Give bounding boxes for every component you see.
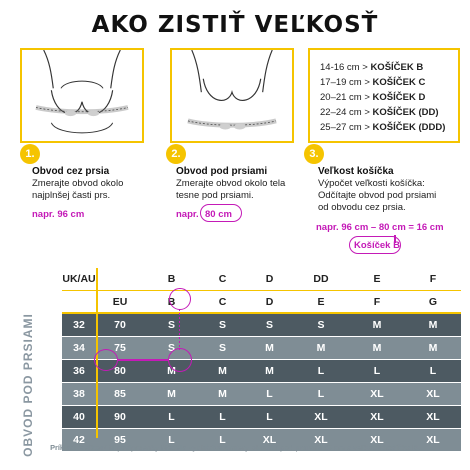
table-header-cell: F [373,296,381,308]
side-axis-label: OBVOD POD PRSIAMI [21,313,35,457]
step-1-title: Obvod cez prsia [32,166,110,177]
table-header-cell: G [428,296,438,308]
table-cell: M [218,365,227,377]
table-cell: M [428,319,438,331]
table-cell: L [266,411,273,423]
cup-guide-line: 22–24 cm > KOŠÍČEK (DD) [320,107,439,118]
table-cell: M [167,365,176,377]
table-cell: M [218,388,227,400]
table-header-cell: F [429,273,437,285]
step-3-text: Výpočet veľkosti košíčka: Odčítajte obvod pod prsiami od obvodu cez prsia. [318,178,437,213]
table-cell: 85 [114,388,126,400]
step-2-badge: 2. [166,144,186,164]
table-row [62,360,461,383]
table-header-cell: D [265,273,274,285]
footer-note: Príklad: Veľkosť M podprsenky Medela vychádza z miery obvodu pod prsiami 80 cm a veľkosti košíčka B. [50,443,420,452]
table-cell: S [218,342,226,354]
table-cell: L [168,411,175,423]
table-cell: 36 [73,365,85,377]
table-header-cell: UK/AU [62,273,96,285]
table-cell: S [218,319,226,331]
table-cell: XL [370,434,384,446]
table-cell: M [265,342,274,354]
table-header-row-uk [62,268,461,291]
table-cell: M [372,342,382,354]
step-3-result: Košíček B [354,240,400,251]
table-cell: L [219,434,226,446]
table-cell: M [167,388,176,400]
table-row [62,337,461,360]
step-2-title: Obvod pod prsiami [176,166,268,177]
table-cell: 95 [114,434,126,446]
step-3-badge: 3. [304,144,324,164]
table-header-cell: B [167,296,176,308]
cup-size-guide [308,48,460,143]
table-cell: L [219,411,226,423]
table-cell: S [167,342,175,354]
highlight-ring-band-80 [94,349,118,371]
table-header-cell: C [218,273,227,285]
table-row [62,406,461,429]
table-cell: 38 [73,388,85,400]
cup-guide-line: 17–19 cm > KOŠÍČEK C [320,77,426,88]
table-cell: XL [262,434,277,446]
table-row [62,383,461,406]
table-cell: XL [370,411,384,423]
step-2-text: Zmerajte obvod okolo tela tesne pod prsiami. [176,178,286,201]
step-2-example-value: 80 cm [205,209,232,220]
table-cell: 80 [114,365,126,377]
table-cell: XL [314,411,328,423]
table-cell: XL [314,434,328,446]
table-cell: L [317,388,325,400]
table-header-cell: D [265,296,274,308]
table-cell: S [265,319,273,331]
table-cell: 90 [114,411,126,423]
table-cell: M [316,342,326,354]
table-cell: XL [426,434,440,446]
table-header-cell: E [317,296,325,308]
table-header-cell: DD [313,273,329,285]
step-3-example: napr. 96 cm – 80 cm = 16 cm [316,222,444,233]
bust-measurement-illustration [20,48,144,143]
step-3-title: Veľkost košíčka [318,166,394,177]
table-cell: 32 [73,319,85,331]
table-cell: L [266,388,273,400]
table-cell: M [372,319,382,331]
cup-guide-line: 14-16 cm > KOŠÍČEK B [320,62,424,73]
table-row [62,314,461,337]
table-cell: M [428,342,438,354]
underbust-measurement-illustration [170,48,294,143]
table-cell: XL [370,388,384,400]
table-header-row-eu [62,291,461,314]
table-header-cell: B [167,273,176,285]
table-cell: 75 [114,342,126,354]
table-cell: L [317,365,325,377]
table-cell: XL [426,388,440,400]
table-cell: M [265,365,274,377]
page-title: AKO ZISTIŤ VEĽKOSŤ [91,12,379,38]
table-header-cell: EU [112,296,128,308]
table-header-cell [62,291,96,314]
highlight-connector-horizontal [118,359,168,361]
highlight-ring-size-m [168,348,192,372]
table-header-cell: E [373,273,381,285]
highlight-dashed-vertical [179,309,180,350]
table-cell: XL [426,411,440,423]
table-cell: 42 [73,434,85,446]
table-cell: L [168,434,175,446]
table-header-cell: C [218,296,227,308]
table-cell: 40 [73,411,85,423]
step-1-text: Zmerajte obvod okolo najplnšej časti prs. [32,178,124,201]
table-cell: L [373,365,381,377]
step-2-example-prefix: napr. [176,209,199,220]
table-cell: S [167,319,175,331]
table-cell: 34 [73,342,85,354]
table-cell: L [429,365,437,377]
table-cell: 70 [114,319,126,331]
table-header-cell [96,268,144,291]
table-cell: S [317,319,325,331]
step-1-badge: 1. [20,144,40,164]
cup-guide-line: 25–27 cm > KOŠÍČEK (DDD) [320,122,446,133]
highlight-ring-cup-b [169,288,191,310]
step-1-example: napr. 96 cm [32,209,85,220]
cup-guide-line: 20–21 cm > KOŠÍČEK D [320,92,426,103]
